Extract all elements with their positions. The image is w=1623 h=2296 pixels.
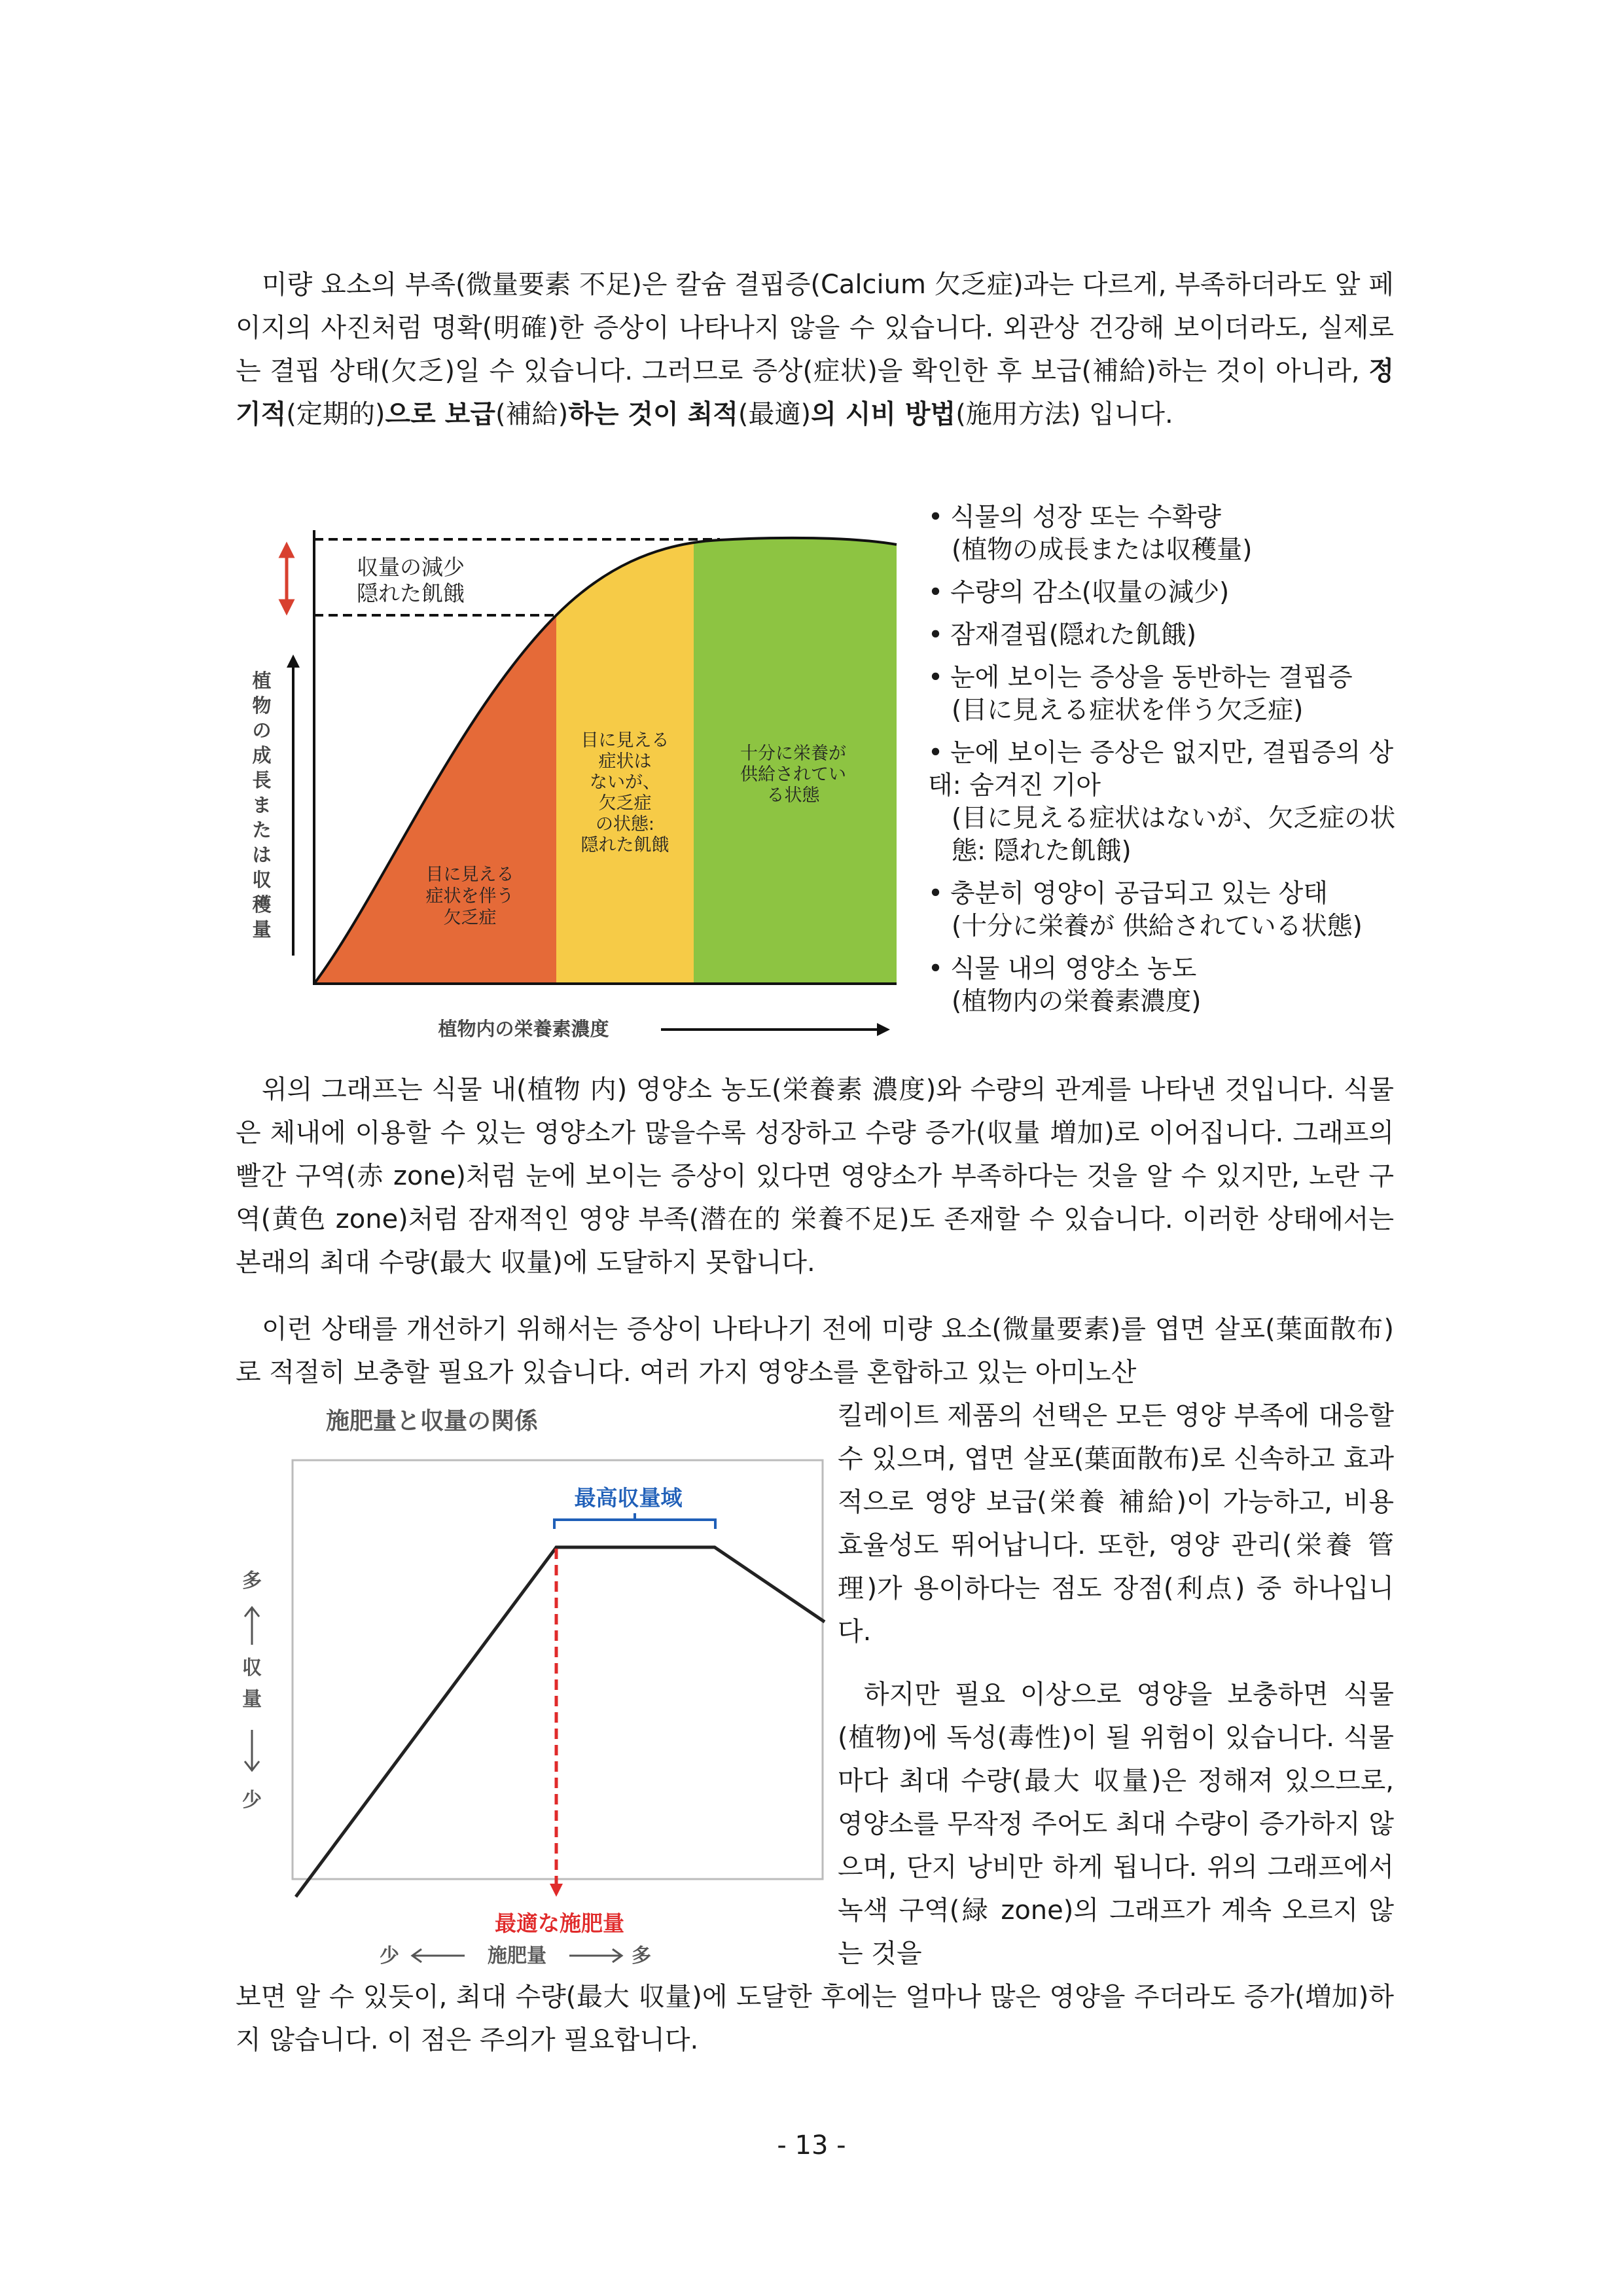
zone-red-label-line-2: 症状を伴う [425, 886, 514, 906]
legend-item-label: 잠재결핍(隠れた飢餓) [950, 620, 1197, 650]
fertilizer-yield-chart [236, 1393, 825, 1967]
y-axis-label-2: 量 [242, 1688, 262, 1711]
legend-item: • 식물의 성장 또는 수확량 (植物の成長または収穫量) [928, 501, 1412, 567]
zone-yellow-label-line-3: ないが、 [590, 772, 660, 793]
zone-yellow-label-line-2: 症状は [598, 751, 652, 772]
intro-paragraph: 미량 요소의 부족(微量要素 不足)은 칼슘 결핍증(Calcium 欠乏症)과는 다르게, 부족하더라도 앞 페이지의 사진처럼 명확(明確)한 증상이 나타나지 않을 수 있습니다. 외관상 건강해 보이더라도, 실제로는 결핍 상태(欠乏)일 수 있습니다. 그러므로 증상(症状)을 확인한 후 보급(補給)하는 것이 아니라, 정기적(定期的)으로 보급(補給)하는 것이 최적(最適)의 시비 방법(施用方法) 입니다. [236, 270, 1394, 429]
y-high-label: 多 [242, 1570, 262, 1592]
x-low-label: 少 [380, 1945, 399, 1967]
graph-explanation-paragraph: 위의 그래프는 식물 내(植物 内) 영양소 농도(栄養素 濃度)와 수량의 관계를 나타낸 것입니다. 식물은 체내에 이용할 수 있는 영양소가 많을수록 성장하고 수량 증가(収量 増加)로 이어집니다. 그래프의 빨간 구역(赤 zone)처럼 눈에 보이는 증상이 있다면 영양소가 부족하다는 것을 알 수 있지만, 노란 구역(黄色 zone)처럼 잠재적인 영양 부족(潜在的 栄養不足)도 존재할 수 있습니다. 이러한 상태에서는 본래의 최대 수량(最大 収量)에 도달하지 못합니다. [236, 1075, 1394, 1278]
zone-green-label-line-1: 十分に栄養が [740, 744, 846, 764]
loss-label-line-1: 収量の減少 [357, 554, 465, 580]
y-axis-label-char-4: 成 [252, 744, 272, 766]
legend-item-label: 눈에 보이는 증상은 없지만, 결핍증의 상태: 숨겨진 기아 [928, 738, 1394, 800]
y-axis-label-char-6: ま [252, 794, 272, 816]
zone-green-label-line-2: 供給されてい [740, 764, 846, 785]
max-yield-zone-label: 最高収量域 [574, 1485, 683, 1511]
x-high-label: 多 [632, 1945, 651, 1967]
legend-item-label: 충분히 영양이 공급되고 있는 상태 [950, 879, 1329, 908]
y-axis-label-char-1: 植 [252, 670, 272, 692]
legend-item-label: 수량의 감소(収量の減少) [950, 578, 1230, 607]
legend-item-translation: (目に見える症状はないが、欠乏症の状態: 隠れた飢餓) [952, 804, 1396, 866]
zone-green-label-line-3: る状態 [766, 785, 820, 806]
legend-item-label: 눈에 보이는 증상을 동반하는 결핍증 [950, 663, 1353, 692]
zone-yellow-label-line-6: 隠れた飢餓 [580, 835, 669, 855]
y-axis-label-char-3: の [252, 719, 272, 742]
legend-item-translation: (植物内の栄養素濃度) [952, 987, 1202, 1016]
chart2-title: 施肥量と収量の関係 [325, 1408, 539, 1435]
loss-label-line-2: 隠れた飢餓 [357, 581, 465, 606]
legend-item: • 충분히 영양이 공급되고 있는 상태 (十分に栄養が 供給されている状態) [928, 878, 1412, 943]
legend-item-translation: (十分に栄養が 供給されている状態) [952, 912, 1363, 941]
y-axis-label-char-5: 長 [252, 769, 272, 791]
legend-item: • 수량의 감소(収量の減少) [928, 578, 1230, 607]
chart-legend-list [928, 501, 1412, 1028]
legend-item: • 눈에 보이는 증상을 동반하는 결핍증 (目に見える症状を伴う欠乏症) [928, 662, 1412, 727]
y-axis-label-char-2: 物 [252, 694, 272, 717]
x-axis-label: 施肥量 [488, 1945, 546, 1967]
caution-paragraph: 하지만 필요 이상으로 영양을 보충하면 식물(植物)에 독성(毒性)이 될 위험이 있습니다. 식물마다 최대 수량(最大 収量)은 정해져 있으므로, 영양소를 무작정 주어도 최대 수량이 증가하지 않으며, 단지 낭비만 하게 됩니다. 위의 그래프에서 녹색 구역(緑 zone)의 그래프가 계속 오르지 않는 것을 [838, 1679, 1394, 1969]
zone-red-label-line-3: 欠乏症 [443, 908, 497, 928]
improvement-paragraph-continued: 킬레이트 제품의 선택은 모든 영양 부족에 대응할 수 있으며, 엽면 살포(葉面散布)로 신속하고 효과적으로 영양 보급(栄養 補給)이 가능하고, 비용 효율성도 뛰어납니다. 또한, 영양 관리(栄養 管理)가 용이하다는 점도 장점(利点) 중 하나입니다. [838, 1401, 1394, 1647]
zone-yellow-label-line-1: 目に見える [580, 730, 669, 751]
y-low-label: 少 [242, 1789, 262, 1812]
legend-item-label: 식물 내의 영양소 농도 [950, 954, 1197, 984]
y-axis-label-char-9: 収 [252, 869, 272, 891]
legend-item: • 잠재결핍(隠れた飢餓) [928, 620, 1197, 650]
x-axis-label: 植物内の栄養素濃度 [438, 1018, 609, 1040]
legend-item-label: 식물의 성장 또는 수확량 [950, 503, 1221, 532]
y-axis-label-char-8: は [252, 844, 272, 866]
y-axis-label-char-10: 穫 [252, 893, 272, 916]
zone-red-label-line-1: 目に見える [425, 865, 514, 885]
y-axis-label [252, 670, 271, 941]
nutrient-growth-chart [236, 504, 916, 1060]
legend-item: • 눈에 보이는 증상은 없지만, 결핍증의 상태: 숨겨진 기아 (目に見える症状はないが、欠乏症の状態: 隠れた飢餓) [928, 737, 1412, 868]
zone-yellow-label-line-4: 欠乏症 [598, 793, 652, 814]
zone-yellow-label-line-5: の状態: [595, 814, 655, 834]
y-axis-label-char-11: 量 [252, 918, 272, 941]
optimal-fertilizer-label: 最適な施肥量 [495, 1910, 624, 1936]
y-axis-label-1: 収 [242, 1657, 262, 1679]
legend-item-translation: (植物の成長または収穫量) [952, 535, 1253, 565]
caution-paragraph-continued: 보면 알 수 있듯이, 최대 수량(最大 収量)에 도달한 후에는 얼마나 많은 영양을 주더라도 증가(増加)하지 않습니다. 이 점은 주의가 필요합니다. [236, 1982, 1394, 2055]
improvement-paragraph: 이런 상태를 개선하기 위해서는 증상이 나타나기 전에 미량 요소(微量要素)를 엽면 살포(葉面散布)로 적절히 보충할 필요가 있습니다. 여러 가지 영양소를 혼합하고 있는 아미노산 [236, 1314, 1394, 1388]
y-axis-label-char-7: た [252, 819, 272, 841]
legend-item-translation: (目に見える症状を伴う欠乏症) [952, 696, 1304, 725]
legend-item: • 식물 내의 영양소 농도 (植物内の栄養素濃度) [928, 953, 1412, 1018]
page-number: - 13 - [777, 2130, 846, 2161]
